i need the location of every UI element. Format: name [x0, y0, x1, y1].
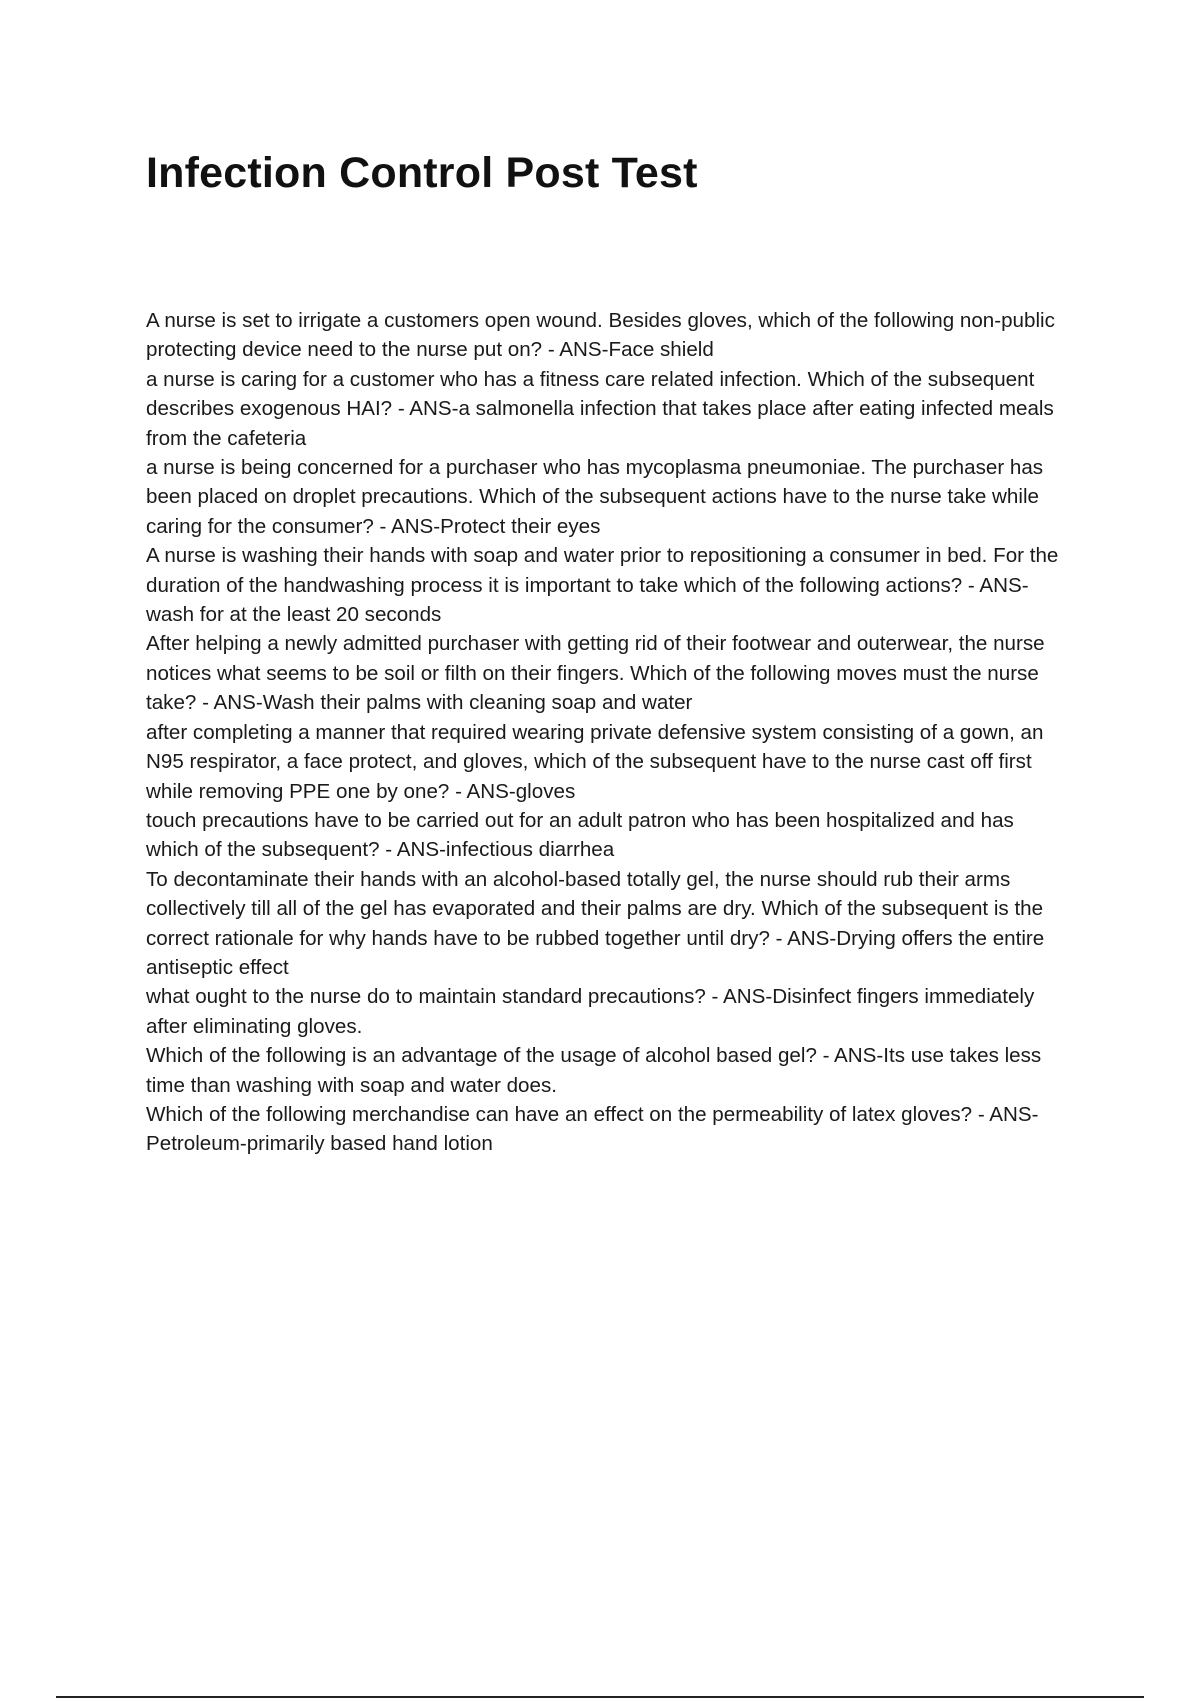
question-answer-item: a nurse is caring for a customer who has a fitness care related infection. Which of the subsequent describes exogenous HAI? - ANS-a salmonella infection that takes place after eating infected meals from the cafeteria	[146, 367, 1054, 450]
question-answer-item: after completing a manner that required wearing private defensive system consisting of a gown, an N95 respirator, a face protect, and gloves, which of the subsequent have to the nurse cast off first while removing PPE one by one? - ANS-gloves	[146, 720, 1044, 803]
question-answer-item: After helping a newly admitted purchaser with getting rid of their footwear and outerwear, the nurse notices what seems to be soil or filth on their fingers. Which of the following moves must the nurse take? - ANS-Wash their palms with cleaning soap and water	[146, 632, 1045, 715]
question-answer-list	[146, 306, 1066, 1159]
document-title: Infection Control Post Test	[146, 149, 698, 197]
question-answer-item: A nurse is set to irrigate a customers open wound. Besides gloves, which of the following non-public protecting device need to the nurse put on? - ANS-Face shield	[146, 309, 1055, 362]
question-answer-item: a nurse is being concerned for a purchaser who has mycoplasma pneumoniae. The purchaser has been placed on droplet precautions. Which of the subsequent actions have to the nurse take while caring for the consumer? - ANS-Protect their eyes	[146, 456, 1044, 538]
page-footer-divider	[56, 1696, 1144, 1698]
question-answer-item: Which of the following is an advantage of the usage of alcohol based gel? - ANS-Its use takes less time than washing with soap and water does.	[146, 1044, 1042, 1097]
question-answer-item: Which of the following merchandise can have an effect on the permeability of latex gloves? - ANS-Petroleum-primarily based hand lotion	[146, 1102, 1039, 1156]
question-answer-item: A nurse is washing their hands with soap and water prior to repositioning a consumer in bed. For the duration of the handwashing process it is important to take which of the following actions? - ANS-wash for at the least 20 seconds	[146, 544, 1059, 627]
question-answer-item: To decontaminate their hands with an alcohol-based totally gel, the nurse should rub their arms collectively till all of the gel has evaporated and their palms are dry. Which of the subsequent is the correct rationale for why hands have to be rubbed together until dry? - ANS-Drying offers the entire antiseptic effect	[146, 867, 1045, 979]
question-answer-item: what ought to the nurse do to maintain standard precautions? - ANS-Disinfect fingers immediately after eliminating gloves.	[146, 985, 1035, 1038]
question-answer-item: touch precautions have to be carried out for an adult patron who has been hospitalized and has which of the subsequent? - ANS-infectious diarrhea	[146, 808, 1014, 862]
